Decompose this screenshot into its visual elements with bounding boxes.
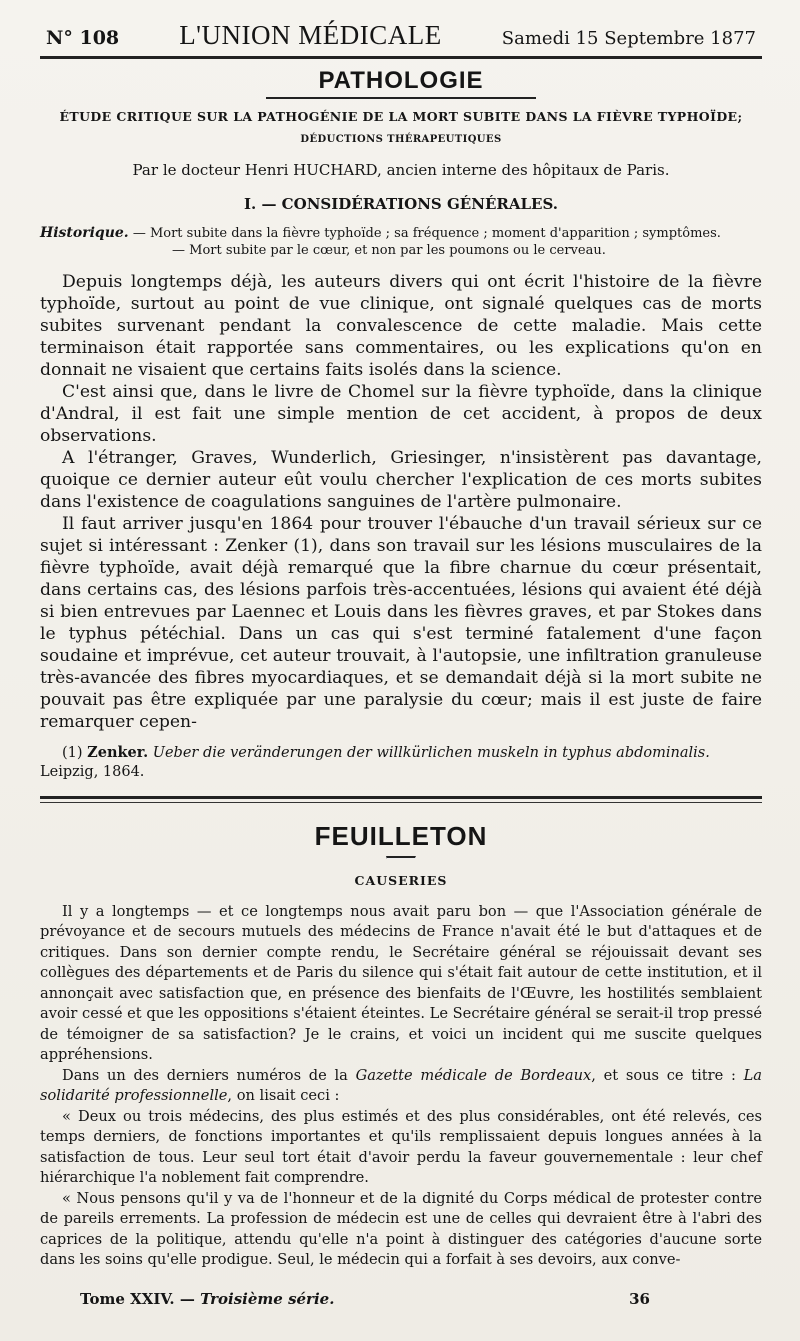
feuilleton-rule-bottom: [40, 802, 762, 803]
page-number: 36: [629, 1290, 650, 1308]
gazette-title: Gazette médicale de Bordeaux: [355, 1066, 592, 1084]
article-body: [40, 271, 762, 733]
feuilleton-body: [40, 902, 762, 1271]
section-title: PATHOLOGIE: [318, 67, 484, 94]
masthead-rule: [40, 56, 762, 59]
issue-number: N° 108: [46, 27, 120, 49]
paragraph-mid: , et sous ce titre :: [591, 1066, 744, 1084]
footnote-author: Zenker.: [87, 743, 149, 761]
paragraph-post: , on lisait ceci :: [227, 1087, 340, 1105]
historique-line: [40, 225, 762, 243]
article-byline: Par le docteur Henri HUCHARD, ancien interne des hôpitaux de Paris.: [132, 161, 670, 179]
feuilleton-paragraph: « Deux ou trois médecins, des plus estimés et des plus considérables, ont été relevés, ces temps derniers, de fonctions importantes et qu'ils remplissaient depuis longues années à la satisfaction de tous. Leur seul tort était d'avoir perdu la faveur gouvernementale : leur chef hiérarchique l'a noblement fait comprendre.: [40, 1107, 762, 1187]
feuilleton-paragraph: « Nous pensons qu'il y va de l'honneur et de la dignité du Corps médical de protester contre de pareils errements. La profession de médecin est une de celles qui devraient être à l'abri des caprices de la politique, attendu qu'elle n'a point à distinguer des catégories d'aucune sorte dans les soins qu'elle prodigue. Seul, le médecin qui a forfait à ses devoirs, aux conve-: [40, 1189, 762, 1269]
article-paragraph: Depuis longtemps déjà, les auteurs divers qui ont écrit l'histoire de la fièvre typhoïde, surtout au point de vue clinique, ont signalé quelques cas de morts subites survenant pendant la convalescence de cette maladie. Mais cette terminaison était rapportée sans commentaires, ou les explications qu'on en donnait ne visaient que certains faits isolés dans la science.: [40, 271, 762, 380]
journal-title: L'UNION MÉDICALE: [179, 20, 442, 50]
issue-date: Samedi 15 Septembre 1877: [501, 28, 756, 49]
paragraph-pre: Dans un des derniers numéros de la: [62, 1066, 356, 1084]
feuilleton-paragraph: [40, 1066, 762, 1107]
masthead: [40, 20, 762, 56]
feuilleton-title: FEUILLETON: [314, 820, 488, 851]
section-title-rule: [266, 97, 536, 99]
feuilleton-paragraph: Il y a longtemps — et ce longtemps nous avait paru bon — que l'Association générale de prévoyance et de secours mutuels des médecins de France n'avait été le but d'attaques et de critiques. Dans son dernier compte rendu, le Secrétaire général se réjouissait devant ses collègues des départements et de Paris du silence qui s'était fait autour de cette institution, et il annonçait avec satisfaction que, en présence des bienfaits de l'Œuvre, les hostilités semblaient avoir cessé et que les oppositions s'étaient éteintes. Le Secrétaire général se serait-il trop pressé de témoigner de sa satisfaction? Je le crains, et voici un incident qui me suscite quelques appréhensions.: [40, 902, 762, 1064]
footnote-title: Ueber die veränderungen der willkürlichen muskeln in typhus abdominalis.: [152, 744, 710, 761]
feuilleton: [40, 796, 762, 1271]
feuilleton-rule-top: [40, 796, 762, 799]
article-paragraph: A l'étranger, Graves, Wunderlich, Griesinger, n'insistèrent pas davantage, quoique ce dernier auteur eût voulu chercher l'explication de ces morts subites dans l'existence de coagulations sanguines de l'artère pulmonaire.: [40, 447, 762, 512]
page-footer: [80, 1290, 650, 1308]
historique-line2: — Mort subite par le cœur, et non par les poumons ou le cerveau.: [172, 242, 606, 258]
feuilleton-subtitle: CAUSERIES: [354, 872, 448, 888]
historique-label: Historique.: [40, 225, 129, 241]
article-paragraph: C'est ainsi que, dans le livre de Chomel sur la fièvre typhoïde, dans la clinique d'Andral, il est fait une simple mention de cet accident, à propos de deux observations.: [40, 381, 762, 446]
footer-tome: [80, 1290, 334, 1308]
historique-line1: — Mort subite dans la fièvre typhoïde ; sa fréquence ; moment d'apparition ; symptômes.: [128, 226, 721, 241]
tome-label: Tome XXIV. —: [80, 1290, 201, 1308]
footnote-marker: (1): [62, 744, 83, 761]
footnote: [40, 743, 762, 782]
series-label: Troisième série.: [200, 1290, 335, 1308]
article-title: ÉTUDE CRITIQUE SUR LA PATHOGÉNIE DE LA MORT SUBITE DANS LA FIÈVRE TYPHOÏDE;: [59, 109, 743, 124]
column-title: La solidarité professionnelle: [40, 1066, 763, 1105]
feuilleton-title-rule: [386, 856, 416, 859]
article-paragraph: Il faut arriver jusqu'en 1864 pour trouver l'ébauche d'un travail sérieux sur ce sujet si intéressant : Zenker (1), dans son travail sur les lésions musculaires de la fièvre typhoïde, avait déjà remarqué que la fibre charnue du cœur présentait, dans certains cas, des lésions parfois très-accentuées, lésions qui avaient été déjà si bien entrevues par Laennec et Louis dans les fièvres graves, et par Stokes dans le typhus pétéchial. Dans un cas qui s'est terminé fatalement d'une façon soudaine et imprévue, cet auteur trouvait, à l'autopsie, une infiltration granuleuse très-avancée des fibres myocardiaques, et se demandait déjà si la mort subite ne pouvait pas être expliquée par une paralysie du cœur; mais il est juste de faire remarquer cepen-: [40, 513, 762, 732]
part-heading: I. — CONSIDÉRATIONS GÉNÉRALES.: [244, 195, 558, 213]
footnote-place: Leipzig, 1864.: [40, 763, 145, 780]
historique-summary: [40, 225, 762, 259]
article-subtitle: DÉDUCTIONS THÉRAPEUTIQUES: [300, 134, 502, 145]
